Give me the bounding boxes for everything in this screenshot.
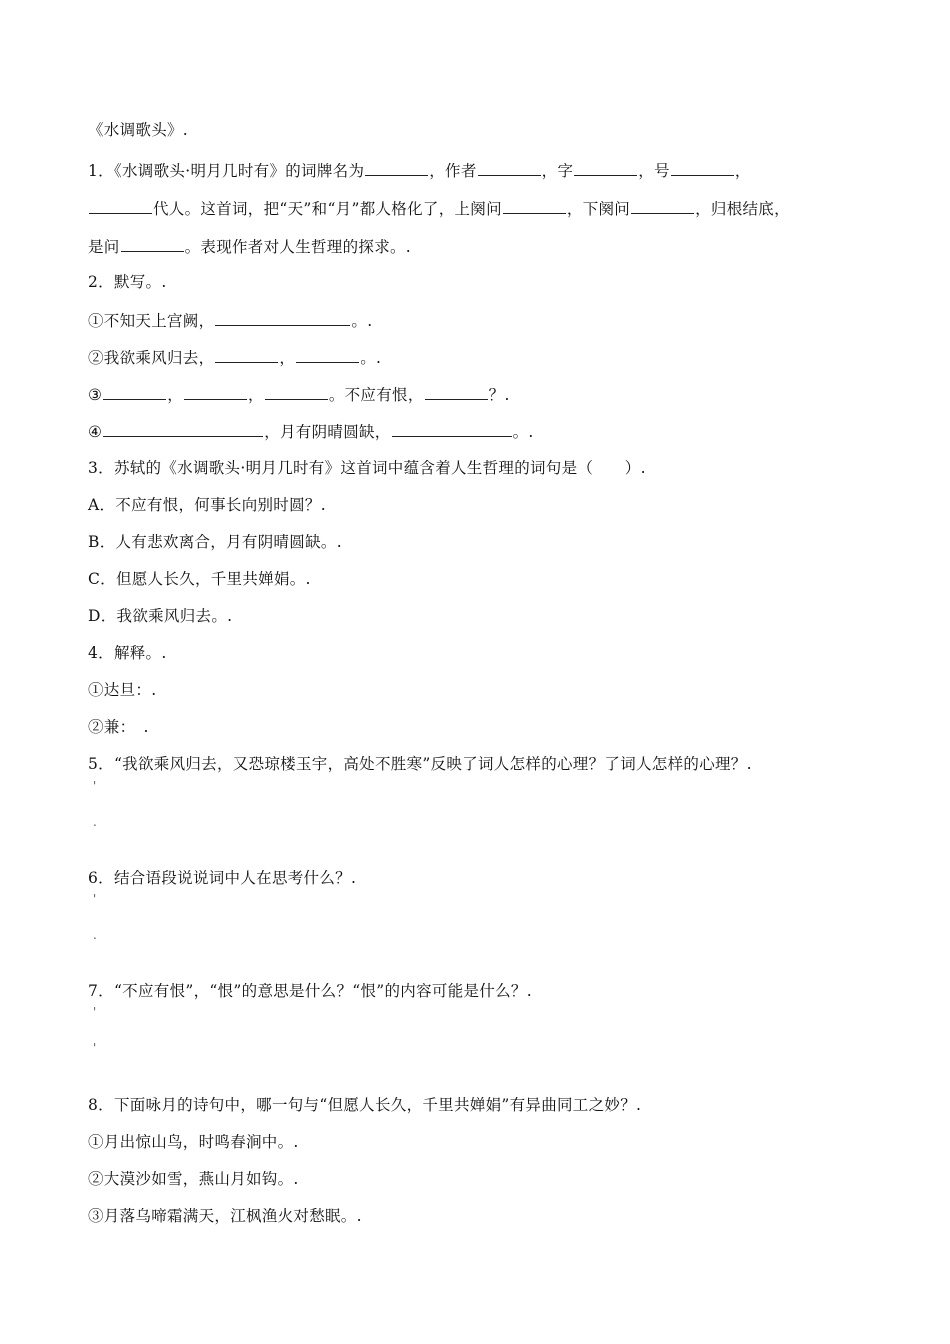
answer-space-mark: ' bbox=[93, 1041, 97, 1055]
answer-blank[interactable] bbox=[103, 384, 166, 400]
q2-text: ④ bbox=[88, 423, 103, 441]
option-d[interactable]: D．我欲乘风归去。. bbox=[88, 607, 233, 625]
answer-blank[interactable] bbox=[503, 198, 566, 214]
q1-text: 是问 bbox=[88, 238, 120, 256]
option-b[interactable]: B．人有悲欢离合，月有阴晴圆缺。. bbox=[88, 533, 342, 551]
q1-text: 。表现作者对人生哲理的探求。. bbox=[184, 238, 412, 256]
q2-text: ， bbox=[279, 349, 296, 367]
q1-text: ，作者 bbox=[429, 162, 477, 180]
answer-blank[interactable] bbox=[671, 160, 734, 176]
question-2-item-3 bbox=[88, 384, 510, 405]
question-4-title: 4．解释。. bbox=[88, 644, 167, 662]
q2-text: ，月有阴晴圆缺， bbox=[264, 423, 391, 441]
answer-blank[interactable] bbox=[574, 160, 637, 176]
answer-blank[interactable] bbox=[121, 236, 184, 252]
option-a[interactable]: A．不应有恨，何事长向别时圆？. bbox=[88, 496, 326, 514]
q1-text: ， bbox=[734, 162, 751, 180]
answer-blank[interactable] bbox=[103, 421, 263, 437]
answer-space-mark: ' bbox=[93, 892, 97, 906]
question-2-item-4 bbox=[88, 421, 534, 442]
question-6-title: 6．结合语段说说词中人在思考什么？. bbox=[88, 869, 357, 887]
q1-text: ，号 bbox=[638, 162, 670, 180]
question-2-item-1 bbox=[88, 310, 372, 331]
answer-blank[interactable] bbox=[631, 198, 694, 214]
question-2-item-2 bbox=[88, 347, 381, 368]
question-8-item-1: ①月出惊山鸟，时鸣春涧中。. bbox=[88, 1133, 299, 1151]
q2-text: ， bbox=[248, 386, 264, 404]
answer-blank[interactable] bbox=[215, 310, 350, 326]
answer-blank[interactable] bbox=[392, 421, 512, 437]
q1-text: 代人。这首词，把“天”和“月”都人格化了，上阕问 bbox=[153, 200, 502, 218]
answer-space-mark: ' bbox=[93, 1005, 97, 1019]
question-4-item-1: ①达旦：. bbox=[88, 681, 157, 699]
answer-blank[interactable] bbox=[296, 347, 359, 363]
answer-space-mark: . bbox=[93, 928, 97, 942]
question-5-title: 5．“我欲乘风归去，又恐琼楼玉宇，高处不胜寒”反映了词人怎样的心理？了词人怎样的心理？. bbox=[88, 755, 752, 773]
answer-blank[interactable] bbox=[215, 347, 278, 363]
question-3-title: 3．苏轼的《水调歌头·明月几时有》这首词中蕴含着人生哲理的词句是（ ）. bbox=[88, 459, 646, 477]
q2-text: ， bbox=[167, 386, 184, 404]
answer-blank[interactable] bbox=[265, 384, 328, 400]
q2-text: ②我欲乘风归去， bbox=[88, 349, 215, 367]
answer-blank[interactable] bbox=[478, 160, 541, 176]
option-c[interactable]: C．但愿人长久，千里共婵娟。. bbox=[88, 570, 311, 588]
answer-blank[interactable] bbox=[89, 198, 152, 214]
q1-text: 1．《水调歌头·明月几时有》的词牌名为 bbox=[88, 162, 365, 180]
document-title: 《水调歌头》. bbox=[88, 121, 189, 139]
question-1-line-2 bbox=[88, 198, 790, 219]
q2-text: ③ bbox=[88, 386, 103, 404]
question-8-item-3: ③月落乌啼霜满天，江枫渔火对愁眠。. bbox=[88, 1207, 362, 1225]
question-8-title: 8．下面咏月的诗句中，哪一句与“但愿人长久，千里共婵娟”有异曲同工之妙？. bbox=[88, 1096, 642, 1114]
answer-space-mark: . bbox=[93, 815, 97, 829]
q2-text: 。. bbox=[360, 349, 382, 367]
q2-text: 。. bbox=[512, 423, 534, 441]
q1-text: ，归根结底， bbox=[695, 200, 790, 218]
q2-text: ①不知天上宫阙， bbox=[88, 312, 215, 330]
q1-text: ，字 bbox=[541, 162, 574, 180]
answer-blank[interactable] bbox=[365, 160, 428, 176]
answer-blank[interactable] bbox=[184, 384, 247, 400]
answer-space-mark: ' bbox=[93, 779, 97, 793]
answer-blank[interactable] bbox=[425, 384, 488, 400]
q2-text: ？. bbox=[488, 386, 510, 404]
question-4-item-2: ②兼： . bbox=[88, 718, 149, 736]
q2-text: 。. bbox=[351, 312, 373, 330]
question-1-line-1 bbox=[88, 160, 751, 181]
q1-text: ，下阕问 bbox=[566, 200, 631, 218]
question-7-title: 7．“不应有恨”，“恨”的意思是什么？“恨”的内容可能是什么？. bbox=[88, 982, 532, 1000]
question-8-item-2: ②大漠沙如雪，燕山月如钩。. bbox=[88, 1170, 299, 1188]
question-2-title: 2．默写。. bbox=[88, 273, 167, 291]
question-1-line-3 bbox=[88, 236, 411, 257]
q2-text: 。不应有恨， bbox=[328, 386, 424, 404]
